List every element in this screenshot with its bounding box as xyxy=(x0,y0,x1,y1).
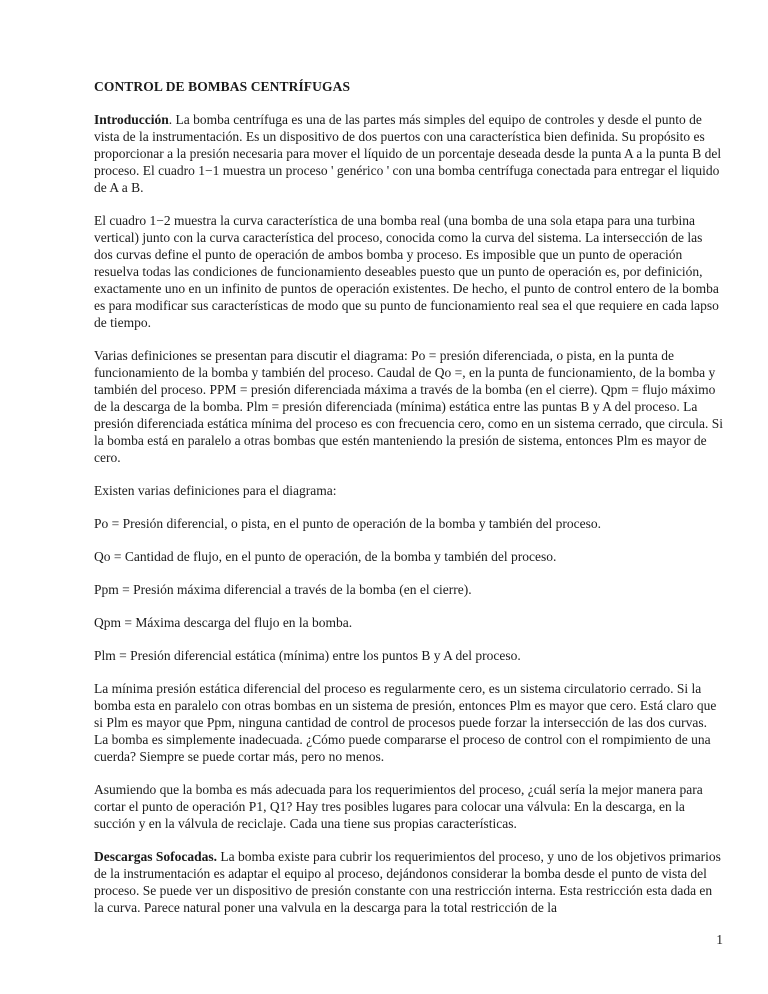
paragraph-introduccion xyxy=(94,111,724,196)
page-number: 1 xyxy=(716,932,723,947)
paragraph-introduccion-lead: Introducción xyxy=(94,112,169,127)
paragraph-introduccion-text: . La bomba centrífuga es una de las partes más simples del equipo de controles y desde el punto de vista de la instrumentación. Es un dispositivo de dos puertos con una característica bien definida. Su propósito es proporcionar a la presión necesaria para mover el líquido de un porcentaje deseada desde la punta A a la punta B del proceso. El cuadro 1−1 muestra un proceso ' genérico ' con una bomba centrífuga conectada para entregar el liquido de A a B. xyxy=(94,112,722,195)
paragraph-existen-definiciones: Existen varias definiciones para el diagrama: xyxy=(94,483,337,498)
paragraph-asumiendo: Asumiendo que la bomba es más adecuada para los requerimientos del proceso, ¿cuál sería la mejor manera para cortar el punto de operación P1, Q1? Hay tres posibles lugares para colocar una válvula: En la descarga, en la succión y en la válvula de reciclaje. Cada una tiene sus propias características. xyxy=(94,782,703,831)
definition-line-qo: Qo = Cantidad de flujo, en el punto de operación, de la bomba y también del proceso. xyxy=(94,549,557,564)
paragraph-descargas-sofocadas-text: La bomba existe para cubrir los requerimientos del proceso, y uno de los objetivos primarios de la instrumentación es adaptar el equipo al proceso, dejándonos considerar la bomba desde el punto de vista del proceso. Se puede ver un dispositivo de presión constante con una restricción interna. Esta restricción esta dada en la curva. Parece natural poner una valvula en la descarga para la total restricción de la xyxy=(94,849,721,915)
document-page xyxy=(94,78,724,932)
document-title: CONTROL DE BOMBAS CENTRÍFUGAS xyxy=(94,79,351,94)
definition-line-po: Po = Presión diferencial, o pista, en el punto de operación de la bomba y también del proceso. xyxy=(94,516,601,531)
paragraph-varias-definiciones: Varias definiciones se presentan para discutir el diagrama: Po = presión diferenciada, o pista, en la punta de funcionamiento de la bomba y también del proceso. Caudal de Qo =, en la punta de funcionamiento, de la bomba y también del proceso. PPM = presión diferenciada máxima a través de la bomba (en el cierre). Qpm = flujo máximo de la descarga de la bomba. Plm = presión diferenciada (mínima) estática entre las puntas B y A del proceso. La presión diferenciada estática mínima del proceso es con frecuencia cero, como en un sistema cerrado, que circula. Si la bomba está en paralelo a otras bombas que estén manteniendo la presión de sistema, entonces Plm es mayor de cero. xyxy=(94,348,723,465)
definition-line-plm: Plm = Presión diferencial estática (mínima) entre los puntos B y A del proceso. xyxy=(94,648,521,663)
definition-line-ppm: Ppm = Presión máxima diferencial a través de la bomba (en el cierre). xyxy=(94,582,472,597)
definition-line-qpm: Qpm = Máxima descarga del flujo en la bomba. xyxy=(94,615,353,630)
paragraph-cuadro-1-2: El cuadro 1−2 muestra la curva característica de una bomba real (una bomba de una sola etapa para una turbina vertical) junto con la curva característica del proceso, conocida como la curva del sistema. La intersección de las dos curvas define el punto de operación de ambos bomba y proceso. Es imposible que un punto de operación resuelva todas las condiciones de funcionamiento deseables puesto que un punto de operación es, por definición, exactamente uno en un infinito de puntos de operación existentes. De hecho, el punto de control entero de la bomba es para modificar sus características de modo que su punto de funcionamiento real sea el que requiere en cada lapso de tiempo. xyxy=(94,213,719,330)
paragraph-descargas-sofocadas xyxy=(94,848,724,916)
paragraph-descargas-sofocadas-lead: Descargas Sofocadas. xyxy=(94,849,217,864)
paragraph-minima-presion: La mínima presión estática diferencial del proceso es regularmente cero, es un sistema circulatorio cerrado. Si la bomba esta en paralelo con otras bombas en un sistema de presión, entonces Plm es mayor que cero. Está claro que si Plm es mayor que Ppm, ninguna cantidad de control de procesos puede forzar la intersección de las dos curvas. La bomba es simplemente inadecuada. ¿Cómo puede compararse el proceso de control con el rompimiento de una cuerda? Siempre se puede cortar más, pero no menos. xyxy=(94,681,717,764)
